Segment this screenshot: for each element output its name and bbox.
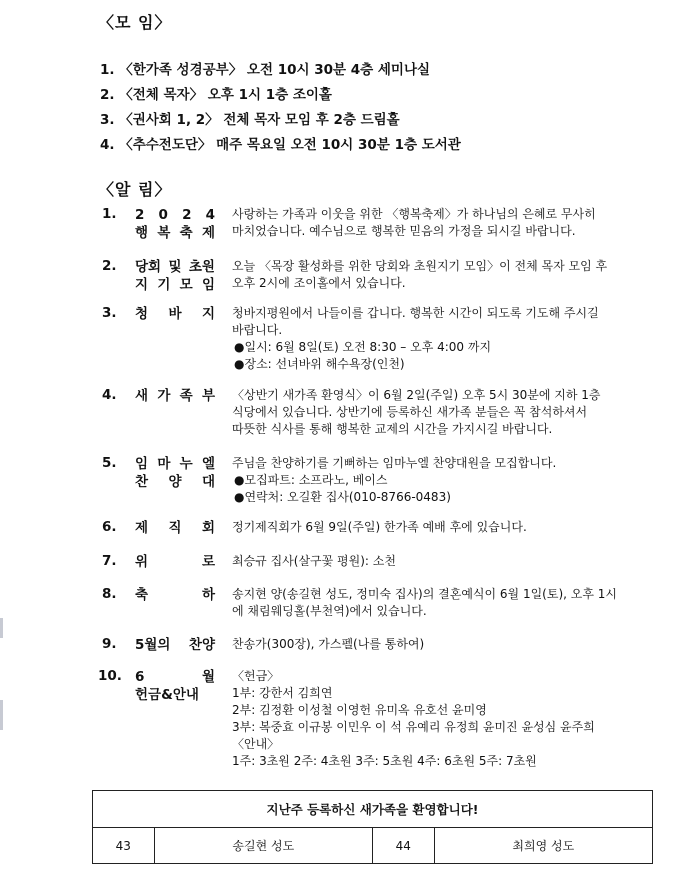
notice-label [135, 553, 215, 571]
notice-body-line: 따뜻한 식사를 통해 행복한 교제의 시간을 가지시길 바랍니다. [232, 422, 553, 436]
notice-label-char: 행 [135, 225, 149, 241]
notice-body-line: 송지현 양(송길현 성도, 정미숙 집사)의 결혼예식이 6월 1일(토), 오후 1시 [232, 587, 617, 601]
notice-label-char: 마 [157, 456, 171, 472]
notice-label-char: 4 [205, 207, 215, 223]
notice-label-char: 직 [168, 520, 182, 536]
notice-body [232, 553, 652, 570]
notice-label-char: 찬 [135, 474, 149, 490]
notice-body [232, 206, 652, 240]
notice-label-char: 위 [135, 554, 149, 570]
notice-body-line: 1주: 3초원 2주: 4초원 3주: 5초원 4주: 6초원 5주: 7초원 [232, 754, 537, 768]
notice-label-char: 바 [168, 306, 182, 322]
notice-label-line [135, 686, 215, 704]
notice-label-line [135, 305, 215, 323]
meeting-item: 2. 〈전체 목자〉 오후 1시 1층 조이홀 [100, 87, 332, 103]
notice-label [135, 258, 215, 294]
notice-label-char: 2 [182, 207, 192, 223]
notice-number: 3. [102, 305, 117, 321]
notice-label-char: 제 [201, 225, 215, 241]
notice-body-line: 1부: 강한서 김희연 [232, 686, 333, 700]
notice-body-line: 마치었습니다. 예수님으로 행복한 믿음의 가정을 되시길 바랍니다. [232, 224, 576, 238]
notice-number: 1. [102, 206, 117, 222]
welcome-cell: 43 [93, 828, 155, 864]
notice-label-char: 제 [135, 520, 149, 536]
notice-label-line [135, 519, 215, 537]
notice-label [135, 387, 215, 405]
welcome-table [92, 790, 653, 864]
notice-body-line: 오늘 〈목장 활성화를 위한 당회와 초원지기 모임〉이 전체 목자 모임 후 [232, 259, 608, 273]
notice-label [135, 455, 215, 491]
notice-label-char: 2 [135, 207, 145, 223]
meeting-item: 3. 〈권사회 1, 2〉 전체 목자 모임 후 2층 드림홀 [100, 112, 400, 128]
notice-label-line [135, 553, 215, 571]
meeting-item: 4. 〈추수전도단〉 매주 목요일 오전 10시 30분 1층 도서관 [100, 137, 461, 153]
notice-body-line: 찬송가(300장), 가스펠(나를 통하여) [232, 637, 425, 651]
notice-label-char: 양 [168, 474, 182, 490]
notice-label [135, 206, 215, 242]
notice-body-line: 에 채림웨딩홀(부천역)에서 있습니다. [232, 604, 427, 618]
notice-body [232, 387, 652, 438]
notice-label-char: 기 [157, 277, 171, 293]
notice-number: 7. [102, 553, 117, 569]
notice-label-char: 부 [201, 388, 215, 404]
notice-label-char: 0 [158, 207, 168, 223]
notice-label-char: 축 [135, 587, 149, 603]
notice-number: 10. [98, 668, 122, 684]
notice-label-line [135, 258, 215, 276]
notice-number: 9. [102, 636, 117, 652]
notice-label-line [135, 206, 215, 224]
notice-label-line [135, 668, 215, 686]
notice-number: 4. [102, 387, 117, 403]
notice-label-char: 축 [179, 225, 193, 241]
notice-label-char: 6 [135, 669, 145, 685]
welcome-cell: 송길현 성도 [154, 828, 372, 864]
scan-edge-mark [0, 618, 3, 638]
notice-label [135, 305, 215, 323]
notice-body-line: 바랍니다. [232, 323, 283, 337]
notice-number: 6. [102, 519, 117, 535]
notice-body-line: 식당에서 있습니다. 상반기에 등록하신 새가족 분들은 꼭 참석하셔서 [232, 405, 588, 419]
notice-label-line [135, 636, 215, 654]
notice-label-char: 5월의 [135, 637, 171, 653]
notice-body [232, 455, 652, 506]
notice-body-line: 청바지평원에서 나들이를 갑니다. 행복한 시간이 되도록 기도해 주시길 [232, 306, 599, 320]
notice-label [135, 636, 215, 654]
notice-label-char: 누 [179, 456, 193, 472]
notice-label-char: 회 [201, 520, 215, 536]
notice-body-line: 〈상반기 새가족 환영식〉이 6월 2일(주일) 오후 5시 30분에 지하 1층 [232, 388, 601, 402]
notices-heading: 〈알 림〉 [98, 180, 172, 199]
notice-label [135, 668, 215, 704]
notice-number: 2. [102, 258, 117, 274]
notice-label-line [135, 387, 215, 405]
notice-body-line: 사랑하는 가족과 이웃을 위한 〈행복축제〉가 하나님의 은혜로 무사히 [232, 207, 596, 221]
notice-label-char: 헌금&안내 [135, 687, 199, 703]
notice-label-char: 지 [201, 306, 215, 322]
notice-label-char: 가 [157, 388, 171, 404]
notice-label-char: 초원 [188, 259, 215, 275]
notice-number: 8. [102, 586, 117, 602]
notice-label-char: 당회 [135, 259, 162, 275]
notice-body [232, 636, 652, 653]
notice-label [135, 586, 215, 604]
notice-label-char: 로 [201, 554, 215, 570]
notice-body-line: ●모집파트: 소프라노, 베이스 [234, 473, 388, 487]
welcome-title: 지난주 등록하신 새가족을 환영합니다! [93, 791, 653, 828]
notice-body-line: 정기제직회가 6월 9일(주일) 한가족 예배 후에 있습니다. [232, 520, 527, 534]
meeting-item: 1. 〈한가족 성경공부〉 오전 10시 30분 4층 세미나실 [100, 62, 431, 78]
notice-body-line: 〈헌금〉 [232, 669, 280, 683]
notice-label-char: 엘 [201, 456, 215, 472]
notice-label-char: 청 [135, 306, 149, 322]
notice-label-char: 복 [157, 225, 171, 241]
meetings-heading: 〈모 임〉 [98, 13, 172, 32]
notice-body-line: 〈안내〉 [232, 737, 280, 751]
notice-body-line: 최승규 집사(살구꽃 평원): 소천 [232, 554, 396, 568]
notice-body [232, 668, 652, 770]
notice-label-char: 및 [168, 259, 182, 275]
notice-body [232, 305, 652, 373]
scan-edge-mark [0, 700, 3, 730]
notice-label-line [135, 586, 215, 604]
notice-body [232, 258, 652, 292]
notice-body-line: 오후 2시에 조이홀에서 있습니다. [232, 276, 406, 290]
welcome-cell: 44 [372, 828, 434, 864]
notice-label-line [135, 455, 215, 473]
notice-label-char: 모 [179, 277, 193, 293]
notice-label-char: 새 [135, 388, 149, 404]
welcome-cell: 최희영 성도 [434, 828, 652, 864]
notice-label-char: 하 [201, 587, 215, 603]
notice-number: 5. [102, 455, 117, 471]
notice-body-line: ●장소: 선녀바위 해수욕장(인천) [234, 357, 405, 371]
notice-label-line [135, 276, 215, 294]
notice-label-char: 찬양 [188, 637, 215, 653]
notice-body-line: 3부: 복중효 이규봉 이민우 이 석 유예리 유정희 윤미진 윤성심 윤주희 [232, 720, 595, 734]
notice-body-line: 2부: 김정환 이성철 이영헌 유미옥 유호선 윤미영 [232, 703, 487, 717]
notice-label-char: 지 [135, 277, 149, 293]
notice-label-char: 족 [179, 388, 193, 404]
notice-label-char: 대 [201, 474, 215, 490]
notice-label-char: 월 [201, 669, 215, 685]
notice-label-line [135, 224, 215, 242]
notice-label-char: 임 [201, 277, 215, 293]
notice-body [232, 519, 652, 536]
notice-label-char: 임 [135, 456, 149, 472]
notice-body-line: 주님을 찬양하기를 기뻐하는 임마누엘 찬양대원을 모집합니다. [232, 456, 557, 470]
notice-body-line: ●연락처: 오길환 집사(010-8766-0483) [234, 490, 451, 504]
notice-body [232, 586, 652, 620]
notice-label-line [135, 473, 215, 491]
notice-body-line: ●일시: 6월 8일(토) 오전 8:30 – 오후 4:00 까지 [234, 340, 492, 354]
notice-label [135, 519, 215, 537]
